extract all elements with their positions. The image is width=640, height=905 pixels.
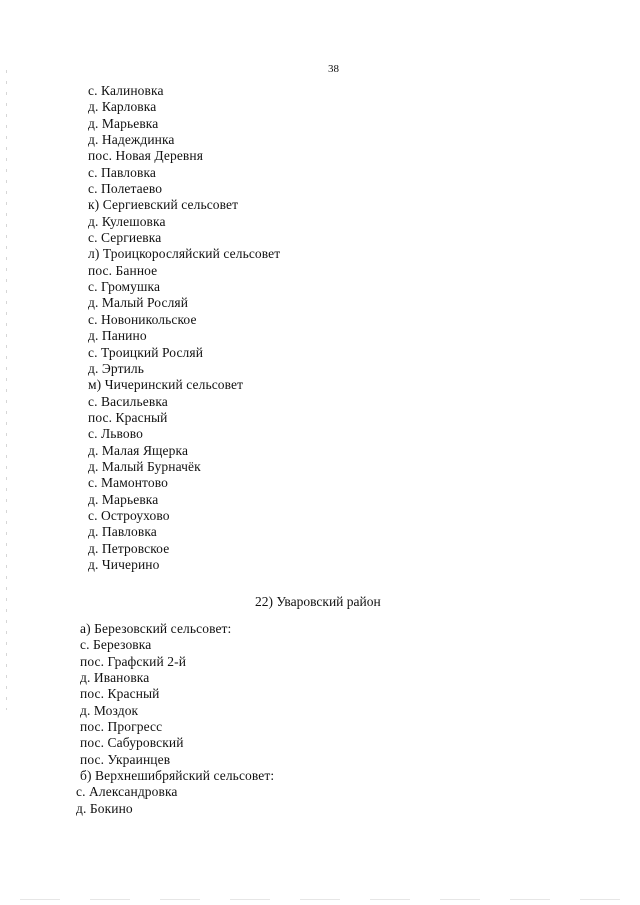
list-item: с. Троицкий Росляй bbox=[88, 344, 204, 360]
list-item: д. Бокино bbox=[76, 800, 133, 816]
list-item: д. Кулешовка bbox=[88, 213, 166, 229]
list-item: д. Малый Росляй bbox=[88, 295, 189, 311]
list-item: пос. Сабуровский bbox=[80, 735, 184, 751]
list-item: пос. Красный bbox=[80, 686, 160, 702]
list-item: д. Малая Ящерка bbox=[88, 442, 189, 458]
list-item: д. Чичерино bbox=[88, 556, 160, 572]
settlement-list-continued bbox=[88, 83, 280, 573]
list-item: пос. Графский 2-й bbox=[80, 653, 187, 669]
list-item: д. Павловка bbox=[88, 524, 157, 540]
council-heading: к) Сергиевский сельсовет bbox=[88, 197, 239, 213]
council-heading: м) Чичеринский сельсовет bbox=[88, 377, 244, 393]
list-item: д. Эртиль bbox=[88, 360, 145, 376]
scan-edge-artifact bbox=[6, 70, 7, 710]
list-item: с. Полетаево bbox=[88, 181, 163, 197]
list-item: с. Березовка bbox=[80, 637, 152, 653]
list-item: пос. Прогресс bbox=[80, 719, 163, 735]
list-item: с. Громушка bbox=[88, 279, 161, 295]
list-item: пос. Красный bbox=[88, 409, 168, 425]
list-item: пос. Украинцев bbox=[80, 751, 171, 767]
list-item: пос. Новая Деревня bbox=[88, 148, 204, 164]
page-number: 38 bbox=[328, 63, 339, 75]
list-item: д. Петровское bbox=[88, 540, 170, 556]
list-item: д. Карловка bbox=[88, 99, 157, 115]
list-item: д. Панино bbox=[88, 328, 147, 344]
list-item: д. Надеждинка bbox=[88, 132, 175, 148]
list-item: д. Ивановка bbox=[80, 670, 150, 686]
list-item: с. Павловка bbox=[88, 164, 156, 180]
list-item: с. Васильевка bbox=[88, 393, 168, 409]
list-item: с. Остроухово bbox=[88, 507, 170, 523]
list-item: с. Новоникольское bbox=[88, 311, 197, 327]
list-item: с. Калиновка bbox=[88, 83, 164, 98]
council-heading: а) Березовский сельсовет: bbox=[80, 621, 232, 636]
scan-bottom-artifact bbox=[20, 899, 620, 900]
council-heading: б) Верхнешибряйский сельсовет: bbox=[80, 768, 275, 784]
list-item: с. Александровка bbox=[76, 784, 178, 800]
list-item: с. Сергиевка bbox=[88, 230, 162, 246]
list-item: д. Марьевка bbox=[88, 491, 159, 507]
list-item: д. Малый Бурначёк bbox=[88, 458, 201, 474]
council-heading: л) Троицкоросляйский сельсовет bbox=[88, 246, 281, 262]
list-item: д. Моздок bbox=[80, 702, 139, 718]
district-heading: 22) Уваровский район bbox=[255, 594, 381, 609]
settlement-list-uvarovsky bbox=[76, 621, 275, 817]
list-item: пос. Банное bbox=[88, 262, 158, 278]
list-item: с. Львово bbox=[88, 426, 144, 442]
list-item: с. Мамонтово bbox=[88, 475, 168, 491]
list-item: д. Марьевка bbox=[88, 115, 159, 131]
